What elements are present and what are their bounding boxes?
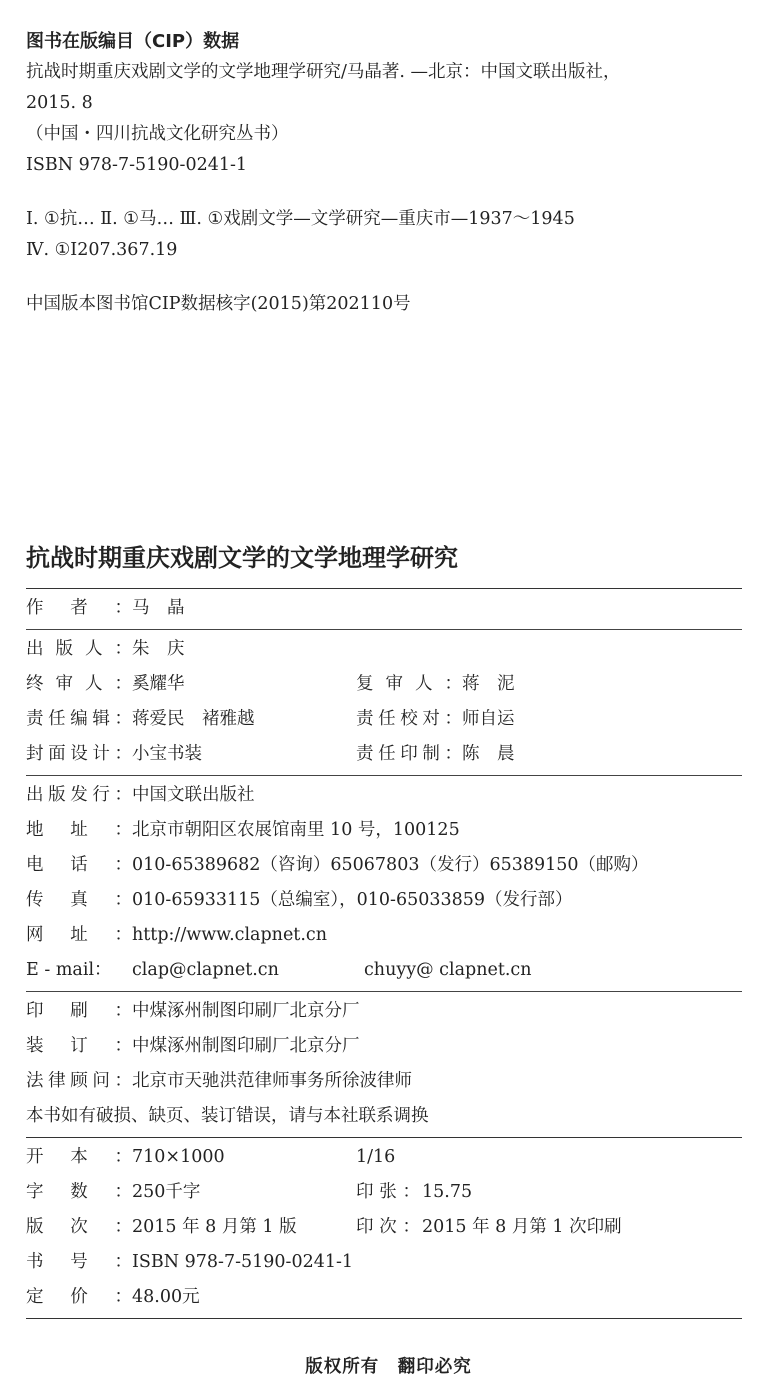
email-label: E - mail： <box>26 960 112 980</box>
format-value: 710×1000 <box>132 1147 225 1167</box>
cip-heading: 图书在版编目（CIP）数据 <box>26 31 240 52</box>
cip-block <box>26 27 766 320</box>
format-row <box>26 1140 742 1175</box>
publisher-person-row <box>26 632 742 667</box>
sheets-label: 印张： <box>356 1182 420 1202</box>
website-value[interactable]: http://www.clapnet.cn <box>132 925 327 945</box>
cip-series-line: （中国・四川抗战文化研究丛书） <box>26 124 289 144</box>
words-row <box>26 1175 742 1210</box>
legal-value: 北京市天驰洪范律师事务所徐波律师 <box>132 1071 412 1091</box>
impression-value: 2015 年 8 月第 1 次印刷 <box>422 1217 622 1237</box>
distribution-label: 出版发行： <box>26 785 132 805</box>
sheets-value: 15.75 <box>422 1182 473 1202</box>
cip-record-number: 中国版本图书馆CIP数据核字(2015)第202110号 <box>26 294 411 314</box>
address-value: 北京市朝阳区农展馆南里 10 号，100125 <box>132 820 460 840</box>
binder-label: 装订： <box>26 1036 132 1056</box>
fax-row <box>26 883 742 918</box>
price-label: 定价： <box>26 1287 132 1307</box>
printer-row <box>26 994 742 1029</box>
isbn-label: 书号： <box>26 1252 132 1272</box>
cip-subject-line: Ⅰ. ①抗… Ⅱ. ①马… Ⅲ. ①戏剧文学—文学研究—重庆市—1937～1945 <box>26 209 575 229</box>
fax-value: 010-65933115（总编室），010-65033859（发行部） <box>132 890 573 910</box>
author-row <box>26 591 742 626</box>
distribution-value: 中国文联出版社 <box>132 785 255 805</box>
publisher-person-label: 出版人： <box>26 639 132 659</box>
phone-label: 电话： <box>26 855 132 875</box>
cip-isbn-line: ISBN 978-7-5190-0241-1 <box>26 155 248 175</box>
proofreader-value: 师自运 <box>462 709 515 729</box>
fax-label: 传真： <box>26 890 132 910</box>
cip-classification-line: Ⅳ. ①I207.367.19 <box>26 240 178 260</box>
second-reviewer-label: 复审人： <box>356 674 462 694</box>
printing-supervisor-value: 陈 晨 <box>462 744 515 764</box>
address-label: 地址： <box>26 820 132 840</box>
notice-row <box>26 1099 742 1134</box>
address-row <box>26 813 742 848</box>
reviewers-row <box>26 667 742 702</box>
printer-label: 印刷： <box>26 1001 132 1021</box>
isbn-row <box>26 1245 742 1280</box>
edition-value: 2015 年 8 月第 1 版 <box>132 1217 297 1237</box>
cip-date-line: 2015. 8 <box>26 93 93 113</box>
printing-supervisor-label: 责任印制： <box>356 744 462 764</box>
author-label: 作者： <box>26 598 132 618</box>
cover-design-label: 封面设计： <box>26 744 132 764</box>
impression-label: 印次： <box>356 1217 420 1237</box>
printer-value: 中煤涿州制图印刷厂北京分厂 <box>132 1001 360 1021</box>
website-label: 网址： <box>26 925 132 945</box>
price-value: 48.00元 <box>132 1287 200 1307</box>
final-reviewer-label: 终审人： <box>26 674 132 694</box>
binder-value: 中煤涿州制图印刷厂北京分厂 <box>132 1036 360 1056</box>
edition-label: 版次： <box>26 1217 132 1237</box>
editors-row <box>26 702 742 737</box>
edition-row <box>26 1210 742 1245</box>
design-row <box>26 737 742 772</box>
words-label: 字数： <box>26 1182 132 1202</box>
cover-design-value: 小宝书装 <box>132 744 202 764</box>
email-row <box>26 953 742 988</box>
isbn-value: ISBN 978-7-5190-0241-1 <box>132 1252 354 1272</box>
defect-notice: 本书如有破损、缺页、装订错误，请与本社联系调换 <box>26 1106 429 1126</box>
proofreader-label: 责任校对： <box>356 709 462 729</box>
email-value-1[interactable]: clap@clapnet.cn <box>132 960 279 980</box>
final-reviewer-value: 奚耀华 <box>132 674 185 694</box>
editors-label: 责任编辑： <box>26 709 132 729</box>
cip-bibliographic-line: 抗战时期重庆戏剧文学的文学地理学研究/马晶著. —北京：中国文联出版社， <box>26 62 621 82</box>
binder-row <box>26 1029 742 1064</box>
format-label: 开本： <box>26 1147 132 1167</box>
legal-label: 法律顾问： <box>26 1071 132 1091</box>
price-row <box>26 1280 742 1315</box>
divider <box>26 1318 742 1319</box>
second-reviewer-value: 蒋 泥 <box>462 674 515 694</box>
words-value: 250千字 <box>132 1182 201 1202</box>
legal-row <box>26 1064 742 1099</box>
editors-value: 蒋爱民 褚雅越 <box>132 709 255 729</box>
publisher-person-value: 朱 庆 <box>132 639 185 659</box>
author-value: 马 晶 <box>132 598 185 618</box>
book-title: 抗战时期重庆戏剧文学的文学地理学研究 <box>26 544 458 572</box>
phone-value: 010-65389682（咨询）65067803（发行）65389150（邮购） <box>132 855 649 875</box>
website-row <box>26 918 742 953</box>
email-value-2[interactable]: chuyy@ clapnet.cn <box>364 960 532 980</box>
publication-info-table <box>26 588 742 1319</box>
fold-value: 1/16 <box>356 1147 396 1167</box>
distribution-row <box>26 778 742 813</box>
copyright-notice: 版权所有 翻印必究 <box>305 1357 472 1377</box>
phone-row <box>26 848 742 883</box>
